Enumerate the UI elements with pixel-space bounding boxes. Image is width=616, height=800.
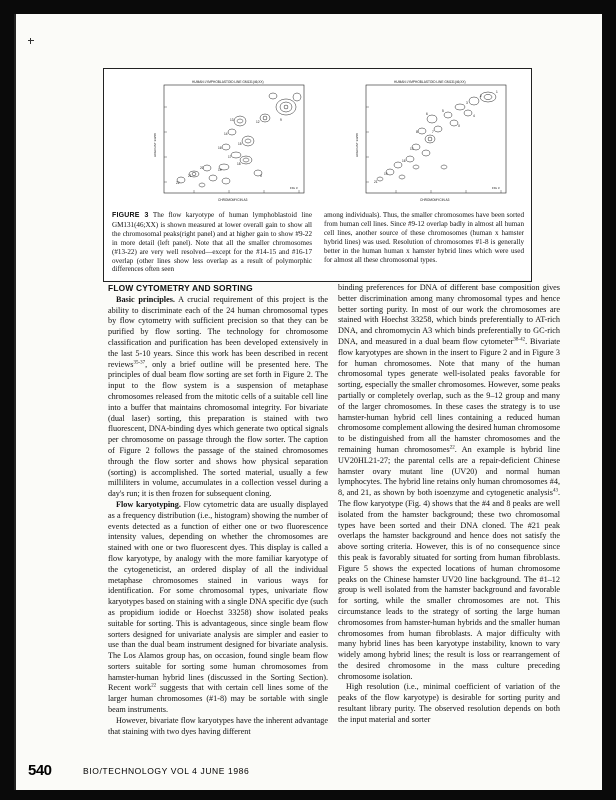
right-cluster-label: 1 [496,90,498,94]
right-panel-tag: FIG 3 [492,186,500,190]
left-cluster-label: 9 [280,118,282,122]
paragraph-lead: Flow karyotyping. [116,499,181,509]
left-contours [177,93,301,187]
reference-superscript: 38-42 [513,337,526,343]
left-panel-tag: FIG 3 [290,186,298,190]
figure-caption-left-text: The flow karyotype of human lymphoblastoid line GM131(46;XX) is shown measured at lower overall gain to show all the chromosomal peaks(right panel) and at higher gain to show #9-22 in more detail (left panel). Note that all the smaller chromosomes (#13-22) are very well resolved—except for the #14-15 and #16-17 overlap (other lines show less overlap as a result of polymorphic differences often seen [112,211,312,274]
article-right-column [338,283,560,726]
paragraph-text: . Bivariate flow karyotypes are shown in the insert to Figure 2 and in Figure 3 for human chromosomes. Note that many of the human chromosomal types generate well-isolated peaks favorable for sorting, especially the smaller chromosomes. However, some peaks partially or completely overlap, such as the 9–12 group and many of the larger chromosomes. In these cases the strategy is to use hamster-human hybrid cell lines containing a reduced human chromosome complement allowing the desired human chromosome to be distinguished from all the hamster chromosomes and the remaining human chromosomes [338,336,560,454]
left-panel-title: HUMAN LYMPHOBLASTOID LINE GM131(46;XX) [192,80,264,84]
right-cluster-label: X [458,124,461,128]
paragraph-text: , only a brief outline will be presented here. The principles of dual beam flow sorting are set forth in Figure 2. The input to the flow system is a suspension of metaphase chromosomes released from the mitotic cells of a suitable cell line into a buffer that maintains chromosomal integrity. For bivariate (dual laser) sorting, this preparation is stained with two fluorescent, DNA-binding dyes which generate two optical signals per chromosome on passage through the flow sorter. The caption of Figure 2 follows the passage of the stained chromosomes through the flow sorter and shows how physical separation (sorting) is accomplished. The sorted material, usually a few milliliters in volume, accumulates in a collection vessel during a day's run; it is then frozen for subsequent cloning. [108,359,328,499]
figure-caption-label: FIGURE 3 [112,212,149,219]
paragraph-text: A crucial requirement of this project is the ability to discriminate each of the 24 human chromosomal types by flow cytometry with sufficient precision so that they can be purified by flow sorting. The technology for chromosome classification and purification has been developed extensively in the last 5-10 years. Since this work has been described in recent reviews [108,294,328,369]
right-cluster-label: 7 [432,130,434,134]
right-cluster-label: 21 [374,180,378,184]
left-panel-ylabel: HOECHST 33258 [153,133,157,157]
right-axis-ticks [366,107,501,193]
right-panel-plot [336,77,516,203]
figure-3 [103,68,532,282]
left-cluster-label: 17 [228,155,232,159]
right-cluster-label: 2 [480,94,482,98]
left-panel-plot [134,77,314,203]
left-cluster-label: 18 [237,162,241,166]
paragraph-high-resolution: High resolution (i.e., minimal coefficient of variation of the peaks of the flow karyotype) is desirable for sorting purity and resultant library purity. The observed resolution depends on both the input material and sorter [338,682,560,724]
right-cluster-label: 16 [402,159,406,163]
left-panel-xlabel: CHROMOMYCIN A3 [218,198,248,202]
crop-mark-left [30,38,31,44]
figure-caption-right-text: among individuals). Thus, the smaller chromosomes have been sorted from human cell lines. Since #9-12 overlap badly in almost all human cell lines, another source of these chromosomes (human x hamster hybrid lines) was used. Resolution of chromosomes #1-8 is generally better in the human human x hamster hybrid lines which were used for almost all these chromosomal types. [324,211,524,264]
reference-superscript: 22 [151,683,157,689]
paragraph-lead: Basic principles. [116,294,175,304]
right-cluster-label: 8 [416,130,418,134]
figure-caption-right [324,211,524,264]
reference-superscript: 22 [449,445,455,451]
left-cluster-label: X [260,174,263,178]
reference-superscript: 35-37 [133,359,146,365]
paragraph-text: . The flow karyotype (Fig. 4) shows that the #4 and 8 peaks are well isolated from the hamster background; these two chromosomal types have been sorted and their DNA cloned. The #21 peak overlaps the hamster background and hence does not satisfy the above sorting criteria. However, this is of no consequence since this peak is favorably situated for sorting from human fibroblasts. Figure 5 shows the expected locations of human chromosome peaks on the Chinese hamster UV20 line background. The #1–12 group is well isolated from the hamster background and favorable for sorting, while the smaller chromosomes are not. This circumstance leads to the strategy of sorting the large human chromosomes from hamster-human hybrids and the smaller human chromosomes from human fibroblasts. A major difficulty with many hybrid lines has been karyotype instability, known to vary widely among hybrid lines; the result is loss or rearrangement of the desired chromosome in the mass culture preceding chromosome isolation. [338,488,560,681]
figure-caption-left [112,211,312,274]
right-cluster-label: 13 [410,147,414,151]
right-cluster-label: 4 [473,114,475,118]
right-panel-title: HUMAN LYMPHOBLASTOID LINE GM131(46;XX) [394,80,466,84]
left-cluster-label: 22 [176,181,180,185]
right-cluster-label: 19 [384,172,388,176]
left-cluster-label: 12 [256,120,260,124]
left-cluster-label: 16 [218,146,222,150]
journal-citation: BIO/TECHNOLOGY VOL 4 JUNE 1986 [83,766,250,776]
left-cluster-label: 14 [224,132,228,136]
crop-mark-top [28,40,34,41]
left-cluster-label: 20 [200,166,204,170]
paragraph-basic-principles [108,295,328,500]
article-left-column [108,283,328,737]
paragraph-text: . An example is hybrid line UV20HL21-27; the parental cells are a repair-deficient Chinese hamster ovary mutant line (UV20) and normal human lymphocytes. The hybrid line retains only human chromosomes #4, 8, and 21, as shown by both isoenzyme and cytogenetic analysis [338,444,560,498]
right-cluster-label: 6 [426,112,428,116]
section-heading: FLOW CYTOMETRY AND SORTING [108,283,253,293]
paragraph-text: Flow cytometric data are usually displayed as a frequency distribution (i.e., histogram) showing the number of events detected as a function of either one or two fluorescence intensity values, depending on whether the chromosomes are stained with one or two fluorescent dyes. This display is called a flow karyotype, by analogy with the more familiar karyotype of the cytogeneticist, an ordered display of all the individual metaphase chromosomes stained in various ways for identification. For some chromosomal types, univariate flow karyotypes based on staining with a single DNA specific dye (such as propidium iodide or Hoechst 33258) show isolated peaks suitable for sorting. This is advantageous, since single beam flow sorters designed for univariate analysis are simpler and easier to use than the dual beam instrument designed for bivariate analysis. The Los Alamos group has, on occasion, found single beam flow sorters suitable for sorting some human chromosomes from hamster-human hybrid lines (discussed in the Sorting Section). Recent work [108,499,328,693]
paragraph-text: suggests that with certain cell lines some of the larger human chromosomes (#1-8) may be sortable with single beam instruments. [108,683,328,715]
paragraph-flow-karyotyping [108,500,328,716]
page-left-edge [14,14,16,790]
left-cluster-label: 15 [238,142,242,146]
right-panel-xlabel: CHROMOMYCIN A3 [420,198,450,202]
reference-superscript: 43 [552,488,558,494]
flow-karyotype-right-panel [336,77,516,203]
paragraph-bivariate: However, bivariate flow karyotypes have the inherent advantage that staining with two dyes having different [108,715,328,736]
paragraph-text: binding preferences for DNA of different base composition gives better discrimination among many chromosomal types and hence better sorting purity. In most of our work the chromosomes are stained with Hoechst 33258, which binds preferentially to AT-rich DNA, and chromomycin A3 which binds preferentially to GC-rich DNA, and measured in a dual beam flow cytometer [338,283,560,346]
right-cluster-label: 3 [466,101,468,105]
right-cluster-label: 5 [442,109,444,113]
paragraph-binding-preferences [338,283,560,682]
left-cluster-label: 21 [188,174,192,178]
left-cluster-label: 13 [230,118,234,122]
flow-karyotype-left-panel [134,77,314,203]
page-footer [28,762,588,784]
page-number: 540 [28,762,52,779]
right-panel-ylabel: HOECHST 33258 [355,133,359,157]
right-contours [377,92,496,181]
left-cluster-label: 19 [218,168,222,172]
